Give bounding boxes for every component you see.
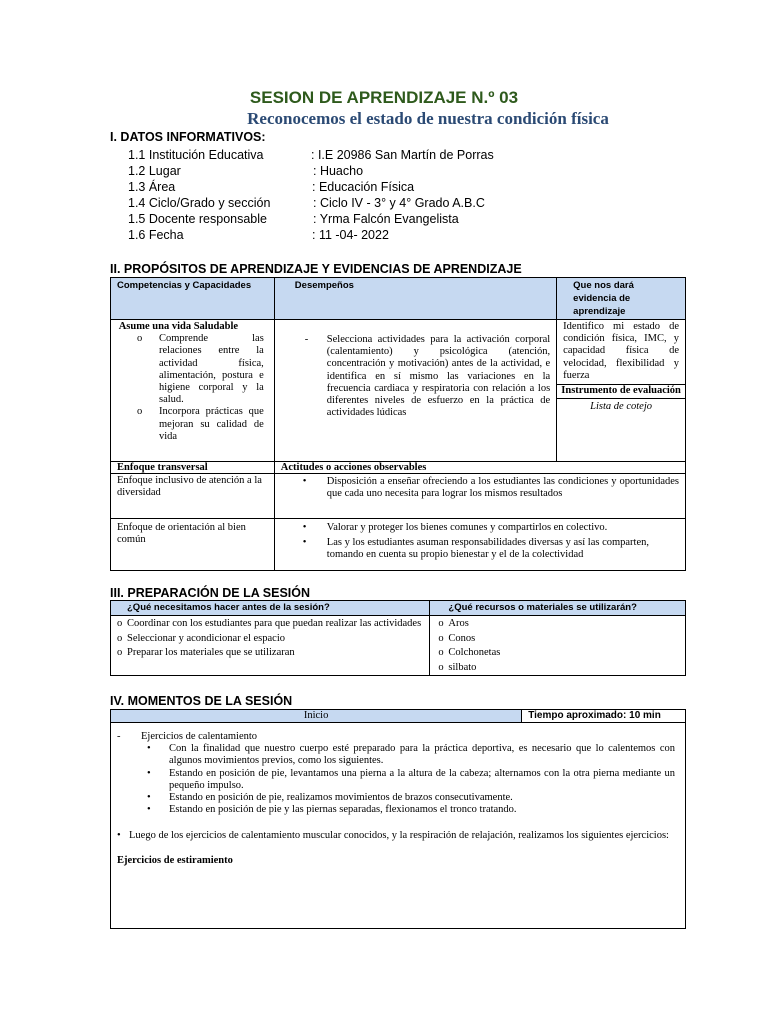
momentos-table — [110, 709, 686, 929]
info-list — [128, 148, 688, 244]
list-item: o Coordinar con los estudiantes para que puedan realizar las actividades — [117, 618, 422, 629]
section-3-heading: III. PREPARACIÓN DE LA SESIÓN — [110, 586, 311, 600]
list-item: o Colchonetas — [438, 647, 501, 658]
list-item: o Seleccionar y acondicionar el espacio — [117, 632, 286, 644]
page-subtitle: Reconocemos el estado de nuestra condición física — [247, 109, 609, 128]
antes-cell — [111, 616, 430, 676]
list-item: o Incorpora prácticas que mejoran su calidad de vida — [137, 406, 264, 442]
enfoque-name-cell: Enfoque de orientación al bien común — [111, 519, 275, 571]
section-1-heading: I. DATOS INFORMATIVOS: — [110, 130, 266, 144]
list-item: • Estando en posición de pie, levantamos una pierna a la altura de la cabeza; alternamos con la otra pierna mediante un pequeño impulso. — [147, 767, 675, 791]
info-row — [128, 228, 688, 244]
info-row — [128, 164, 688, 180]
enfoque-acciones-cell — [274, 519, 685, 571]
info-value: : I.E 20986 San Martín de Porras — [311, 148, 494, 162]
info-row — [128, 212, 688, 228]
propositos-table — [110, 277, 686, 571]
list-item: o Aros — [438, 618, 469, 629]
enfoque-acciones-cell — [274, 474, 685, 519]
info-row — [128, 196, 688, 212]
list-item: • Con la finalidad que nuestro cuerpo esté preparado para la práctica deportiva, es necesario que lo calentemos con algunos movimientos previos, como los siguientes. — [147, 743, 675, 767]
estiramiento-title: Ejercicios de estiramiento — [117, 854, 233, 866]
header-recursos: ¿Qué recursos o materiales se utilizarán? — [430, 601, 686, 616]
header-actitudes: Actitudes o acciones observables — [274, 462, 685, 474]
info-value: : Ciclo IV - 3° y 4° Grado A.B.C — [313, 196, 485, 210]
info-label: 1.6 Fecha — [128, 228, 184, 242]
list-item: - Selecciona actividades para la activación corporal (calentamiento) y psicológica (atención, concentración y motivación) antes de la actividad, e identifica en sí mismo las variaciones en la frecuencia cardiaca y respiratoria con relación a los diferentes niveles de esfuerzo en la práctica de actividades lúdicas — [304, 334, 551, 419]
header-desempenos: Desempeños — [274, 278, 556, 320]
list-item: • Luego de los ejercicios de calentamiento muscular conocidos, y la respiración de relajación, realizamos los siguientes ejercicios: — [117, 830, 669, 842]
inicio-content-cell — [111, 723, 686, 929]
header-inicio: Inicio — [111, 710, 522, 723]
section-4-heading: IV. MOMENTOS DE LA SESIÓN — [110, 694, 293, 708]
info-label: 1.5 Docente responsable — [128, 212, 267, 226]
list-item: • Disposición a enseñar ofreciendo a los estudiantes las condiciones y oportunidades que cada uno necesita para lograr los mismos resultados — [302, 476, 679, 500]
info-label: 1.1 Institución Educativa — [128, 148, 264, 162]
info-value: : Huacho — [313, 164, 364, 178]
header-enfoque: Enfoque transversal — [111, 462, 275, 474]
info-value: : Educación Física — [312, 180, 415, 194]
competencias-cell: Asume una vida Saludable o Comprende las relaciones entre la actividad física, alimentación, postura e higiene corporal y la salud. o Incorpora prácticas que mejoran su calidad de vida — [111, 320, 275, 462]
header-evidencia: Que nos dará evidencia de aprendizaje — [557, 278, 686, 320]
list-item: • Las y los estudiantes asuman responsabilidades diversas y así las comparten, tomando en cuenta su propio bienestar y el de la colectividad — [302, 537, 650, 561]
list-item: • Valorar y proteger los bienes comunes y compartirlos en colectivo. — [302, 522, 608, 534]
enfoque-name-cell: Enfoque inclusivo de atención a la diversidad — [111, 474, 275, 519]
info-row — [128, 148, 688, 164]
list-item: o Comprende las relaciones entre la actividad física, alimentación, postura e higiene corporal y la salud. — [137, 333, 264, 406]
list-item: • Estando en posición de pie y las piernas separadas, flexionamos el tronco tratando. — [147, 804, 517, 816]
list-item: - Ejercicios de calentamiento — [117, 731, 258, 742]
header-competencias: Competencias y Capacidades — [111, 278, 275, 320]
recursos-cell — [430, 616, 686, 676]
desempenos-cell — [274, 320, 556, 462]
info-value: : 11 -04- 2022 — [312, 228, 389, 242]
info-label: 1.2 Lugar — [128, 164, 181, 178]
info-label: 1.3 Área — [128, 180, 176, 194]
list-item: o Preparar los materiales que se utilizaran — [117, 647, 295, 658]
header-antes: ¿Qué necesitamos hacer antes de la sesión? — [111, 601, 430, 616]
list-item: • Estando en posición de pie, realizamos movimientos de brazos consecutivamente. — [147, 792, 513, 804]
list-item: o Conos — [438, 632, 476, 644]
instrumento-cell: Instrumento de evaluación Lista de cotejo — [557, 385, 686, 462]
info-value: : Yrma Falcón Evangelista — [313, 212, 459, 226]
section-2-heading: II. PROPÓSITOS DE APRENDIZAJE Y EVIDENCIAS DE APRENDIZAJE — [110, 262, 522, 276]
page-title: SESION DE APRENDIZAJE N.º 03 — [249, 88, 519, 107]
header-tiempo: Tiempo aproximado: 10 min — [522, 710, 686, 723]
preparacion-table — [110, 600, 686, 676]
list-item: o silbato — [438, 661, 477, 673]
info-label: 1.4 Ciclo/Grado y sección — [128, 196, 271, 210]
evidencia-cell: Identifico mi estado de condición física, IMC, y capacidad física de velocidad, flexibilidad y fuerza — [557, 320, 686, 385]
info-row — [128, 180, 688, 196]
